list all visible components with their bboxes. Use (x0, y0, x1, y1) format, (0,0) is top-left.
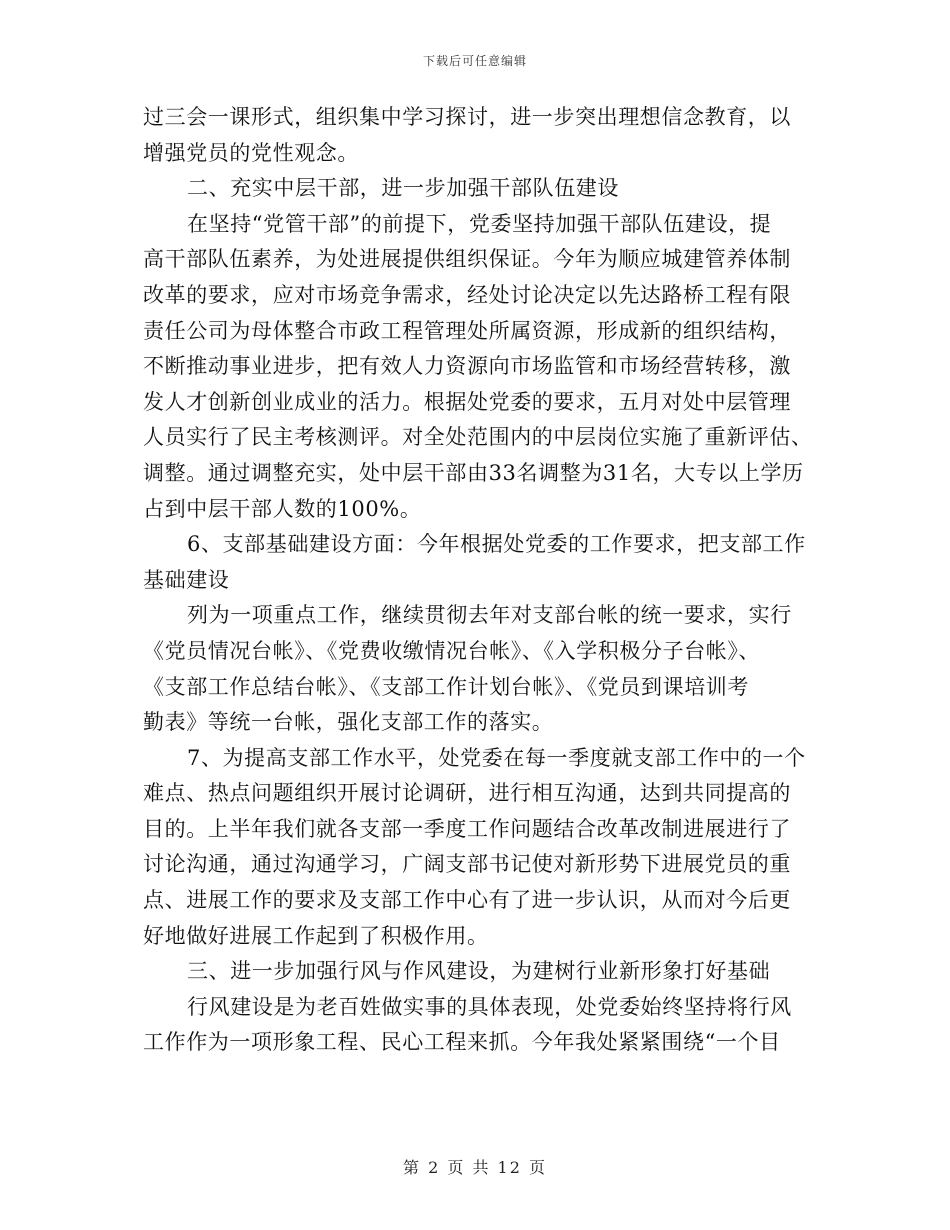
text-line-17: 《支部工作总结台帐》、《支部工作计划台帐》、《党员到课培训考 (143, 674, 749, 699)
text-line-8: 不断推动事业进步，把有效人力资源向市场监管和市场经营转移，激 (143, 354, 791, 379)
text-line-21: 目的。上半年我们就各支部一季度工作问题结合改革改制进展进行了 (143, 816, 791, 841)
text-line-5: 高干部队伍素养，为处进展提供组织保证。今年为顺应城建管养体制 (143, 247, 791, 272)
text-line-10: 人员实行了民主考核测评。对全处范围内的中层岗位实施了重新评估、 (143, 425, 813, 450)
text-line-27: 工作作为一项形象工程、民心工程来抓。今年我处紧紧围绕“一个目 (143, 1030, 781, 1055)
text-line-1: 过三会一课形式，组织集中学习探讨，进一步突出理想信念教育，以 (143, 105, 791, 129)
text-line-11: 调整。通过调整充实，处中层干部由33名调整为31名，大专以上学历 (143, 460, 804, 485)
text-line-14: 基础建设 (143, 567, 230, 592)
section-heading-2: 二、充实中层干部，进一步加强干部队伍建设 (187, 176, 619, 201)
page-number-footer: 第 2 页 共 12 页 (403, 1158, 547, 1177)
text-line-18: 勤表》等统一台帐，强化支部工作的落实。 (143, 710, 554, 735)
text-line-20: 难点、热点问题组织开展讨论调研，进行相互沟通，达到共同提高的 (143, 781, 791, 806)
section-heading-3: 三、进一步加强行风与作风建设，为建树行业新形象打好基础 (187, 959, 771, 984)
text-line-2: 增强党员的党性观念。 (143, 140, 359, 165)
text-line-19: 7、为提高支部工作水平，处党委在每一季度就支部工作中的一个 (187, 745, 806, 770)
text-line-4: 在坚持“党管干部”的前提下，党委坚持加强干部队伍建设，提 (187, 211, 772, 236)
text-line-15: 列为一项重点工作，继续贯彻去年对支部台帐的统一要求，实行 (187, 603, 792, 628)
document-body (143, 100, 813, 1061)
text-line-6: 改革的要求，应对市场竞争需求，经处讨论决定以先达路桥工程有限 (143, 282, 791, 307)
page-header: 下载后可任意编辑 (422, 54, 527, 68)
text-line-26: 行风建设是为老百姓做实事的具体表现，处党委始终坚持将行风 (187, 994, 792, 1019)
text-line-7: 责任公司为母体整合市政工程管理处所属资源，形成新的组织结构， (143, 318, 791, 343)
text-line-13: 6、支部基础建设方面：今年根据处党委的工作要求，把支部工作 (187, 532, 806, 557)
text-line-24: 好地做好进展工作起到了积极作用。 (143, 923, 489, 948)
text-line-16: 《党员情况台帐》、《党费收缴情况台帐》、《入学积极分子台帐》、 (143, 638, 761, 663)
text-line-23: 点、进展工作的要求及支部工作中心有了进一步认识，从而对今后更 (143, 888, 791, 913)
text-line-22: 讨论沟通，通过沟通学习，广阔支部书记使对新形势下进展党员的重 (143, 852, 791, 877)
text-line-9: 发人才创新创业成业的活力。根据处党委的要求，五月对处中层管理 (143, 389, 791, 414)
text-line-12: 占到中层干部人数的100%。 (143, 496, 422, 521)
